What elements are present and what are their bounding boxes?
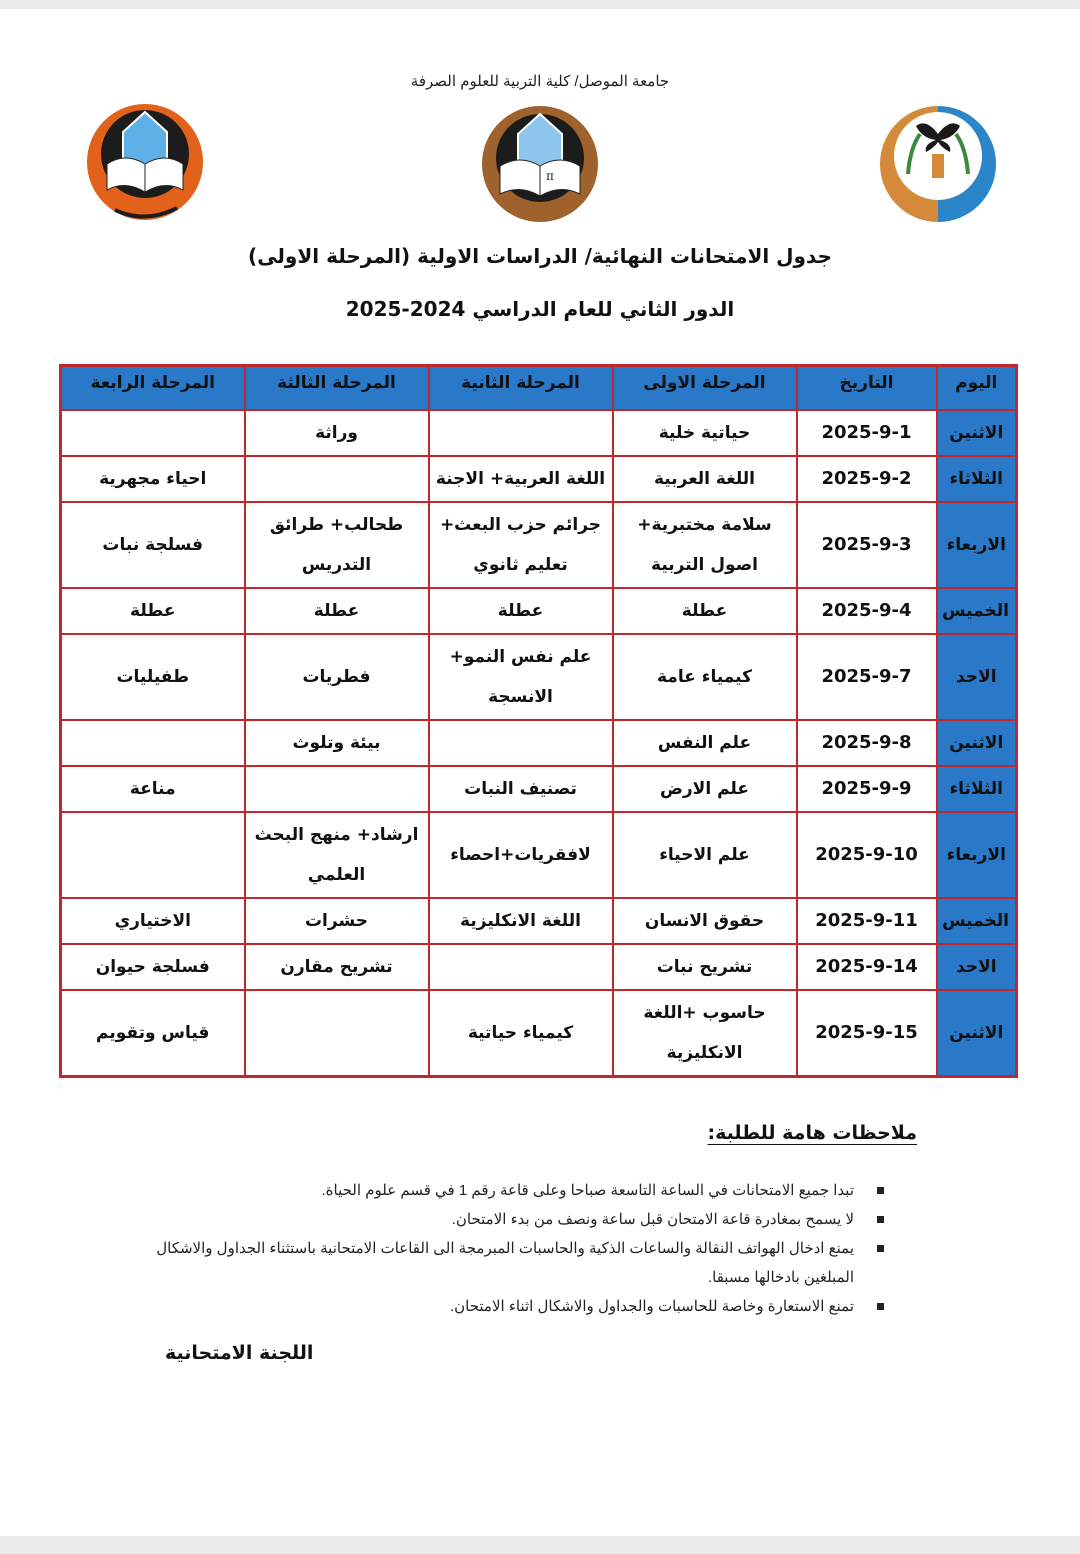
bullet-square-icon xyxy=(877,1303,884,1310)
stage-1-cell: حقوق الانسان xyxy=(613,898,797,944)
bullet-square-icon xyxy=(877,1245,884,1252)
stage-1-cell: كيمياء عامة xyxy=(613,634,797,720)
stage-4-cell: فسلجة نبات xyxy=(61,502,245,588)
date-cell: 2025-9-8 xyxy=(797,720,937,766)
stage-2-cell: عطلة xyxy=(429,588,613,634)
stage-2-cell xyxy=(429,720,613,766)
stage-4-cell: قياس وتقويم xyxy=(61,990,245,1077)
stage-3-cell: طحالب+ طرائق التدريس xyxy=(245,502,429,588)
bottom-strip xyxy=(0,1536,1080,1554)
stage-4-cell: الاختياري xyxy=(61,898,245,944)
notes-list xyxy=(154,1176,854,1321)
life-sciences-department-logo xyxy=(878,104,998,224)
stage-2-cell: علم نفس النمو+ الانسجة xyxy=(429,634,613,720)
page-title: جدول الامتحانات النهائية/ الدراسات الاولية (المرحلة الاولى) xyxy=(248,244,832,268)
day-cell: الخميس xyxy=(937,898,1017,944)
stage-4-cell xyxy=(61,812,245,898)
day-cell: الثلاثاء xyxy=(937,456,1017,502)
stage-1-cell: عطلة xyxy=(613,588,797,634)
note-item xyxy=(154,1234,854,1292)
exam-committee-signature: اللجنة الامتحانية xyxy=(165,1342,314,1364)
day-cell: الاثنين xyxy=(937,990,1017,1077)
stage-2-cell: اللغة الانكليزية xyxy=(429,898,613,944)
stage-1-cell: تشريح نبات xyxy=(613,944,797,990)
column-header-stage-2: المرحلة الثانية xyxy=(429,366,613,411)
table-row xyxy=(61,898,1017,944)
day-cell: الاحد xyxy=(937,634,1017,720)
stage-3-cell: ارشاد+ منهج البحث العلمي xyxy=(245,812,429,898)
stage-1-cell: علم الاحياء xyxy=(613,812,797,898)
date-cell: 2025-9-7 xyxy=(797,634,937,720)
table-header-row xyxy=(61,366,1017,411)
date-cell: 2025-9-9 xyxy=(797,766,937,812)
stage-3-cell: تشريح مقارن xyxy=(245,944,429,990)
column-header-stage-1: المرحلة الاولى xyxy=(613,366,797,411)
stage-3-cell xyxy=(245,456,429,502)
stage-2-cell: اللغة العربية+ الاجنة xyxy=(429,456,613,502)
date-cell: 2025-9-2 xyxy=(797,456,937,502)
svg-text:π: π xyxy=(546,169,554,183)
stage-4-cell: طفيليات xyxy=(61,634,245,720)
bullet-square-icon xyxy=(877,1187,884,1194)
stage-3-cell: فطريات xyxy=(245,634,429,720)
column-header-day: اليوم xyxy=(937,366,1017,411)
day-cell: الثلاثاء xyxy=(937,766,1017,812)
stage-3-cell xyxy=(245,990,429,1077)
stage-4-cell: عطلة xyxy=(61,588,245,634)
stage-3-cell: حشرات xyxy=(245,898,429,944)
stage-4-cell: احياء مجهرية xyxy=(61,456,245,502)
stage-2-cell: كيمياء حياتية xyxy=(429,990,613,1077)
table-row xyxy=(61,720,1017,766)
stage-1-cell: حاسوب +اللغة الانكليزية xyxy=(613,990,797,1077)
table-row xyxy=(61,812,1017,898)
stage-2-cell: لافقريات+احصاء xyxy=(429,812,613,898)
column-header-stage-3: المرحلة الثالثة xyxy=(245,366,429,411)
table-row xyxy=(61,766,1017,812)
top-strip xyxy=(0,0,1080,9)
table-row xyxy=(61,456,1017,502)
stage-3-cell: عطلة xyxy=(245,588,429,634)
stage-2-cell xyxy=(429,944,613,990)
date-cell: 2025-9-11 xyxy=(797,898,937,944)
note-text: تمنع الاستعارة وخاصة للحاسبات والجداول والاشكال اثناء الامتحان. xyxy=(449,1298,854,1315)
stage-4-cell xyxy=(61,720,245,766)
university-of-mosul-logo xyxy=(85,102,205,222)
table-row xyxy=(61,410,1017,456)
stage-3-cell: وراثة xyxy=(245,410,429,456)
stage-3-cell xyxy=(245,766,429,812)
date-cell: 2025-9-4 xyxy=(797,588,937,634)
stage-2-cell xyxy=(429,410,613,456)
exam-schedule-table xyxy=(59,364,1018,1078)
stage-1-cell: اللغة العربية xyxy=(613,456,797,502)
note-item xyxy=(154,1205,854,1234)
note-item xyxy=(154,1176,854,1205)
page-subtitle: الدور الثاني للعام الدراسي 2024-2025 xyxy=(345,297,735,321)
date-cell: 2025-9-15 xyxy=(797,990,937,1077)
stage-1-cell: سلامة مختبرية+ اصول التربية xyxy=(613,502,797,588)
bullet-square-icon xyxy=(877,1216,884,1223)
stage-3-cell: بيئة وتلوث xyxy=(245,720,429,766)
table-row xyxy=(61,502,1017,588)
stage-2-cell: تصنيف النبات xyxy=(429,766,613,812)
stage-1-cell: علم النفس xyxy=(613,720,797,766)
university-line: جامعة الموصل/ كلية التربية للعلوم الصرفة xyxy=(410,73,670,90)
note-text: لا يسمح بمغادرة قاعة الامتحان قبل ساعة ونصف من بدء الامتحان. xyxy=(451,1211,854,1228)
date-cell: 2025-9-14 xyxy=(797,944,937,990)
table-row xyxy=(61,588,1017,634)
day-cell: الخميس xyxy=(937,588,1017,634)
table-row xyxy=(61,944,1017,990)
stage-1-cell: حياتية خلية xyxy=(613,410,797,456)
column-header-date: التاريخ xyxy=(797,366,937,411)
date-cell: 2025-9-1 xyxy=(797,410,937,456)
date-cell: 2025-9-3 xyxy=(797,502,937,588)
stage-2-cell: جرائم حزب البعث+ تعليم ثانوي xyxy=(429,502,613,588)
table-row xyxy=(61,634,1017,720)
college-of-education-logo xyxy=(480,104,600,224)
note-text: تبدا جميع الامتحانات في الساعة التاسعة صباحا وعلى قاعة رقم 1 في قسم علوم الحياة. xyxy=(321,1182,854,1199)
note-text: يمنع ادخال الهواتف النقالة والساعات الذكية والحاسبات المبرمجة الى القاعات الامتحانية باستثناء الجداول والاشكال المبلغين بادخالها مسبقا. xyxy=(156,1240,854,1286)
stage-1-cell: علم الارض xyxy=(613,766,797,812)
day-cell: الاربعاء xyxy=(937,812,1017,898)
notes-title: ملاحظات هامة للطلبة: xyxy=(707,1122,917,1144)
stage-4-cell: فسلجة حيوان xyxy=(61,944,245,990)
day-cell: الاربعاء xyxy=(937,502,1017,588)
day-cell: الاحد xyxy=(937,944,1017,990)
column-header-stage-4: المرحلة الرابعة xyxy=(61,366,245,411)
stage-4-cell: مناعة xyxy=(61,766,245,812)
date-cell: 2025-9-10 xyxy=(797,812,937,898)
day-cell: الاثنين xyxy=(937,410,1017,456)
day-cell: الاثنين xyxy=(937,720,1017,766)
table-row xyxy=(61,990,1017,1077)
stage-4-cell xyxy=(61,410,245,456)
note-item xyxy=(154,1292,854,1321)
